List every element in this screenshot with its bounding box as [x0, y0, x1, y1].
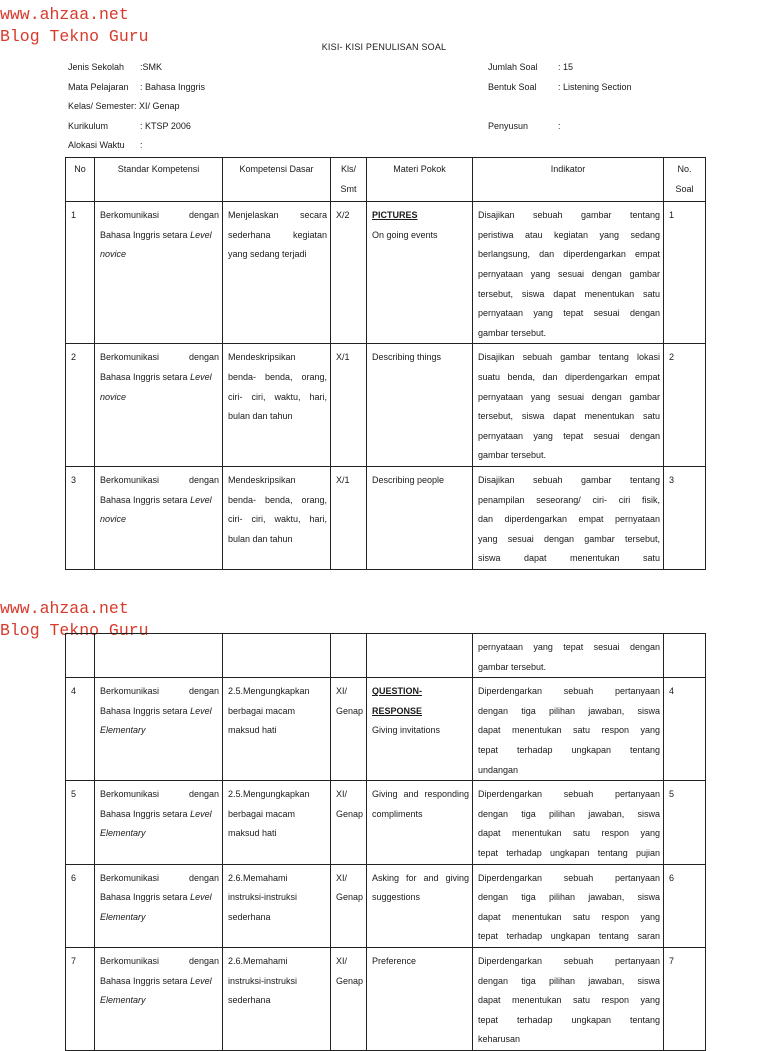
- cell-empty: [95, 634, 223, 678]
- cell-empty: [66, 634, 95, 678]
- table-row: [66, 466, 706, 569]
- cell-indikator: [473, 947, 664, 1050]
- sk-word: dengan: [188, 955, 219, 966]
- materi-title: RESPONSE: [372, 705, 423, 716]
- kd-line: sederhana: [228, 995, 271, 1006]
- table-row: [66, 947, 706, 1050]
- kls-value: XI/: [336, 686, 348, 697]
- indikator-line: dapat menentukan satu respon yang: [478, 828, 660, 839]
- header-materi-pokok: Materi Pokok: [367, 158, 473, 202]
- sk-word: Berkomunikasi: [100, 789, 160, 800]
- sk-word: Bahasa Inggris setara: [100, 808, 188, 819]
- sk-line: [100, 348, 219, 368]
- sk-word: Berkomunikasi: [100, 872, 160, 883]
- meta-jenis-sekolah: Jenis Sekolah :SMK: [68, 62, 163, 72]
- table-row-continuation: [66, 634, 706, 678]
- cell-kompetensi-dasar: [223, 947, 331, 1050]
- cell-no-soal: 1: [664, 202, 706, 344]
- meta-jumlah-soal: Jumlah Soal : 15: [488, 62, 574, 72]
- cell-empty: [367, 634, 473, 678]
- sk-level: Level: [190, 229, 212, 240]
- kd-line: maksud hati: [228, 725, 277, 736]
- sk-level: Level: [190, 808, 212, 819]
- sk-word: Berkomunikasi: [100, 474, 160, 485]
- indikator-line: tepat terhadap ungkapan tentang: [478, 744, 660, 755]
- indikator-line: undangan: [478, 764, 519, 775]
- cell-kls-smt: [331, 947, 367, 1050]
- kd-line: bulan dan tahun: [228, 533, 293, 544]
- sk-line: [100, 952, 219, 972]
- meta-bentuk-soal: Bentuk Soal : Listening Section: [488, 82, 632, 92]
- sk-line: [100, 682, 219, 702]
- sk-word: Bahasa Inggris setara: [100, 229, 188, 240]
- indikator-line: pernyataan yang tepat sesuai dengan: [478, 642, 660, 652]
- smt-value: Genap: [336, 892, 364, 903]
- kls-value: X/2: [336, 210, 350, 221]
- kd-line: ciri- ciri, waktu, hari,: [228, 514, 327, 525]
- cell-no-soal: 2: [664, 344, 706, 467]
- watermark-url: www.ahzaa.net: [0, 599, 129, 618]
- cell-materi-pokok: [367, 678, 473, 781]
- indikator-line: Diperdengarkan sebuah pertanyaan: [478, 955, 660, 966]
- sk-level-name: novice: [100, 514, 127, 525]
- cell-standar-kompetensi: [95, 947, 223, 1050]
- indikator-line: tepat terhadap ungkapan tentang saran: [478, 931, 660, 942]
- sk-level: Level: [190, 705, 212, 716]
- cell-empty: [664, 634, 706, 678]
- cell-standar-kompetensi: [95, 202, 223, 344]
- sk-level-name: novice: [100, 249, 127, 260]
- cell-indikator: [473, 864, 664, 947]
- kd-line: Mendeskripsikan: [228, 352, 296, 363]
- materi-text: Describing people: [372, 474, 445, 485]
- sk-level-name: Elementary: [100, 995, 146, 1006]
- cell-kompetensi-dasar: [223, 781, 331, 864]
- cell-empty: [223, 634, 331, 678]
- cell-materi-pokok: [367, 864, 473, 947]
- sk-line: [100, 471, 219, 491]
- sk-word: dengan: [188, 352, 219, 363]
- indikator-line: pernyataan yang sesuai dengan gambar: [478, 268, 660, 279]
- indikator-line: tersebut, siswa dapat menentukan satu: [478, 288, 660, 299]
- table-row: [66, 202, 706, 344]
- indikator-line: dengan tiga pilihan jawaban, siswa: [478, 975, 660, 986]
- cell-materi-pokok: [367, 947, 473, 1050]
- watermark-url: www.ahzaa.net: [0, 5, 129, 24]
- cell-kompetensi-dasar: [223, 466, 331, 569]
- cell-indikator: [473, 634, 664, 678]
- cell-standar-kompetensi: [95, 466, 223, 569]
- indikator-line: dapat menentukan satu respon yang: [478, 995, 660, 1006]
- indikator-line: pernyataan yang tepat sesuai dengan: [478, 308, 660, 319]
- cell-kls-smt: [331, 344, 367, 467]
- indikator-line: tepat terhadap ungkapan tentang pujian: [478, 847, 660, 858]
- cell-materi-pokok: [367, 202, 473, 344]
- indikator-line: suatu benda, dan diperdengarkan empat: [478, 371, 660, 382]
- kd-line: berbagai macam: [228, 705, 296, 716]
- materi-text: Giving invitations: [372, 725, 441, 736]
- kd-line: 2.6.Memahami: [228, 955, 288, 966]
- sk-line: [100, 888, 219, 908]
- indikator-line: gambar tersebut.: [478, 450, 547, 461]
- indikator-line: dapat menentukan satu respon yang: [478, 911, 660, 922]
- cell-no-soal: 7: [664, 947, 706, 1050]
- indikator-line: gambar tersebut.: [478, 327, 547, 338]
- kls-value: XI/: [336, 955, 348, 966]
- cell-no-soal: 6: [664, 864, 706, 947]
- cell-kompetensi-dasar: [223, 344, 331, 467]
- kd-line: Mendeskripsikan: [228, 474, 296, 485]
- cell-no-soal: 4: [664, 678, 706, 781]
- kd-line: 2.5.Mengungkapkan: [228, 789, 310, 800]
- header-no: No: [66, 158, 95, 202]
- cell-no: 7: [66, 947, 95, 1050]
- sk-word: dengan: [188, 474, 219, 485]
- indikator-line: Diperdengarkan sebuah pertanyaan: [478, 686, 660, 697]
- cell-no-soal: 3: [664, 466, 706, 569]
- cell-empty: [331, 634, 367, 678]
- indikator-line: keharusan: [478, 1034, 521, 1045]
- cell-no-soal: 5: [664, 781, 706, 864]
- materi-text: On going events: [372, 229, 438, 240]
- indikator-line: Disajikan sebuah gambar tentang lokasi: [478, 352, 660, 363]
- watermark-blog: Blog Tekno Guru: [0, 27, 149, 46]
- sk-line: [100, 491, 219, 511]
- indikator-line: yang sesuai dengan gambar tersebut,: [478, 533, 660, 544]
- cell-materi-pokok: [367, 466, 473, 569]
- meta-penyusun: Penyusun :: [488, 121, 561, 131]
- kd-line: sederhana: [228, 911, 271, 922]
- sk-level: Level: [190, 975, 212, 986]
- materi-text: compliments: [372, 808, 423, 819]
- cell-standar-kompetensi: [95, 344, 223, 467]
- table-row: [66, 678, 706, 781]
- header-kompetensi-dasar: Kompetensi Dasar: [223, 158, 331, 202]
- kd-line: Menjelaskan secara: [228, 210, 327, 221]
- kd-line: maksud hati: [228, 828, 277, 839]
- materi-text: Asking for and giving: [372, 872, 469, 883]
- smt-value: Genap: [336, 808, 364, 819]
- sk-word: Bahasa Inggris setara: [100, 892, 188, 903]
- cell-kls-smt: [331, 202, 367, 344]
- sk-line: [100, 226, 219, 246]
- table-row: [66, 781, 706, 864]
- materi-text: Describing things: [372, 352, 442, 363]
- cell-no: 3: [66, 466, 95, 569]
- cell-no: 2: [66, 344, 95, 467]
- cell-kls-smt: [331, 466, 367, 569]
- cell-standar-kompetensi: [95, 864, 223, 947]
- meta-mata-pelajaran: Mata Pelajaran : Bahasa Inggris: [68, 82, 206, 92]
- sk-word: dengan: [188, 686, 219, 697]
- indikator-line: Disajikan sebuah gambar tentang: [478, 210, 660, 221]
- indikator-line: Disajikan sebuah gambar tentang: [478, 474, 660, 485]
- indikator-line: gambar tersebut.: [478, 661, 547, 672]
- header-indikator: Indikator: [473, 158, 664, 202]
- sk-word: dengan: [188, 210, 219, 221]
- kisi-kisi-table-page2: [65, 633, 706, 1051]
- materi-text: Giving and responding: [372, 789, 469, 800]
- indikator-line: peristiwa atau kegiatan yang sedang: [478, 229, 660, 240]
- indikator-line: Diperdengarkan sebuah pertanyaan: [478, 789, 660, 800]
- indikator-line: penampilan seseorang/ ciri- ciri fisik,: [478, 494, 660, 505]
- cell-materi-pokok: [367, 344, 473, 467]
- table-row: [66, 864, 706, 947]
- indikator-line: dengan tiga pilihan jawaban, siswa: [478, 892, 660, 903]
- sk-word: Bahasa Inggris setara: [100, 371, 188, 382]
- cell-kompetensi-dasar: [223, 202, 331, 344]
- sk-word: Berkomunikasi: [100, 352, 160, 363]
- sk-level-name: novice: [100, 391, 127, 402]
- meta-kurikulum: Kurikulum : KTSP 2006: [68, 121, 191, 131]
- sk-word: dengan: [188, 872, 219, 883]
- kisi-kisi-table-page1: [65, 157, 706, 570]
- cell-indikator: [473, 466, 664, 569]
- meta-alokasi-waktu: Alokasi Waktu :: [68, 140, 143, 150]
- cell-indikator: [473, 678, 664, 781]
- indikator-line: pernyataan yang tepat sesuai dengan: [478, 430, 660, 441]
- sk-word: Berkomunikasi: [100, 955, 160, 966]
- watermark-blog: Blog Tekno Guru: [0, 621, 149, 640]
- smt-value: Genap: [336, 705, 364, 716]
- sk-line: [100, 702, 219, 722]
- sk-level-name: Elementary: [100, 725, 146, 736]
- cell-kompetensi-dasar: [223, 678, 331, 781]
- materi-title: PICTURES: [372, 210, 418, 221]
- indikator-line: dengan tiga pilihan jawaban, siswa: [478, 808, 660, 819]
- smt-value: Genap: [336, 975, 364, 986]
- header-no-soal: No. Soal: [664, 158, 706, 202]
- sk-word: Bahasa Inggris setara: [100, 975, 188, 986]
- sk-word: Berkomunikasi: [100, 686, 160, 697]
- kd-line: benda- benda, orang,: [228, 494, 327, 505]
- meta-kelas-semester: Kelas/ Semester: XI/ Genap: [68, 101, 180, 111]
- kls-value: X/1: [336, 474, 350, 485]
- sk-line: [100, 785, 219, 805]
- sk-word: Berkomunikasi: [100, 210, 160, 221]
- cell-kls-smt: [331, 864, 367, 947]
- sk-level: Level: [190, 494, 212, 505]
- cell-no: 1: [66, 202, 95, 344]
- indikator-line: siswa dapat menentukan satu: [478, 553, 660, 564]
- cell-no: 5: [66, 781, 95, 864]
- cell-kls-smt: [331, 781, 367, 864]
- cell-standar-kompetensi: [95, 678, 223, 781]
- sk-level: Level: [190, 892, 212, 903]
- kd-line: ciri- ciri, waktu, hari,: [228, 391, 327, 402]
- kd-line: instruksi-instruksi: [228, 892, 298, 903]
- sk-word: Bahasa Inggris setara: [100, 705, 188, 716]
- cell-no: 4: [66, 678, 95, 781]
- cell-materi-pokok: [367, 781, 473, 864]
- table-header-row: [66, 158, 706, 202]
- kd-line: instruksi-instruksi: [228, 975, 298, 986]
- indikator-line: tersebut, siswa dapat menentukan satu: [478, 411, 660, 422]
- indikator-line: berlangsung, dan diperdengarkan empat: [478, 249, 660, 260]
- kls-value: XI/: [336, 789, 348, 800]
- cell-indikator: [473, 344, 664, 467]
- indikator-line: Diperdengarkan sebuah pertanyaan: [478, 872, 660, 883]
- document-title: KISI- KISI PENULISAN SOAL: [321, 42, 447, 52]
- kls-value: X/1: [336, 352, 350, 363]
- kd-line: 2.6.Memahami: [228, 872, 288, 883]
- indikator-line: tepat terhadap ungkapan tentang: [478, 1014, 660, 1025]
- sk-line: [100, 206, 219, 226]
- sk-level-name: Elementary: [100, 911, 146, 922]
- sk-word: dengan: [188, 789, 219, 800]
- kd-line: benda- benda, orang,: [228, 371, 327, 382]
- indikator-line: pernyataan yang sesuai dengan gambar: [478, 391, 660, 402]
- kd-line: sederhana kegiatan: [228, 229, 327, 240]
- sk-word: Bahasa Inggris setara: [100, 494, 188, 505]
- cell-kompetensi-dasar: [223, 864, 331, 947]
- cell-no: 6: [66, 864, 95, 947]
- kd-line: 2.5.Mengungkapkan: [228, 686, 310, 697]
- indikator-line: dan diperdengarkan empat pernyataan: [478, 514, 660, 525]
- kd-line: yang sedang terjadi: [228, 249, 307, 260]
- kd-line: berbagai macam: [228, 808, 296, 819]
- materi-text: suggestions: [372, 892, 421, 903]
- cell-indikator: [473, 202, 664, 344]
- sk-level: Level: [190, 371, 212, 382]
- materi-text: Preference: [372, 955, 417, 966]
- cell-kls-smt: [331, 678, 367, 781]
- table-row: [66, 344, 706, 467]
- cell-indikator: [473, 781, 664, 864]
- kls-value: XI/: [336, 872, 348, 883]
- kd-line: bulan dan tahun: [228, 411, 293, 422]
- sk-line: [100, 805, 219, 825]
- sk-level-name: Elementary: [100, 828, 146, 839]
- header-standar-kompetensi: Standar Kompetensi: [95, 158, 223, 202]
- materi-title: QUESTION-: [372, 686, 423, 697]
- indikator-line: dapat menentukan satu respon yang: [478, 725, 660, 736]
- sk-line: [100, 972, 219, 992]
- cell-standar-kompetensi: [95, 781, 223, 864]
- sk-line: [100, 869, 219, 889]
- sk-line: [100, 368, 219, 388]
- indikator-line: dengan tiga pilihan jawaban, siswa: [478, 705, 660, 716]
- header-kls-smt: Kls/ Smt: [331, 158, 367, 202]
